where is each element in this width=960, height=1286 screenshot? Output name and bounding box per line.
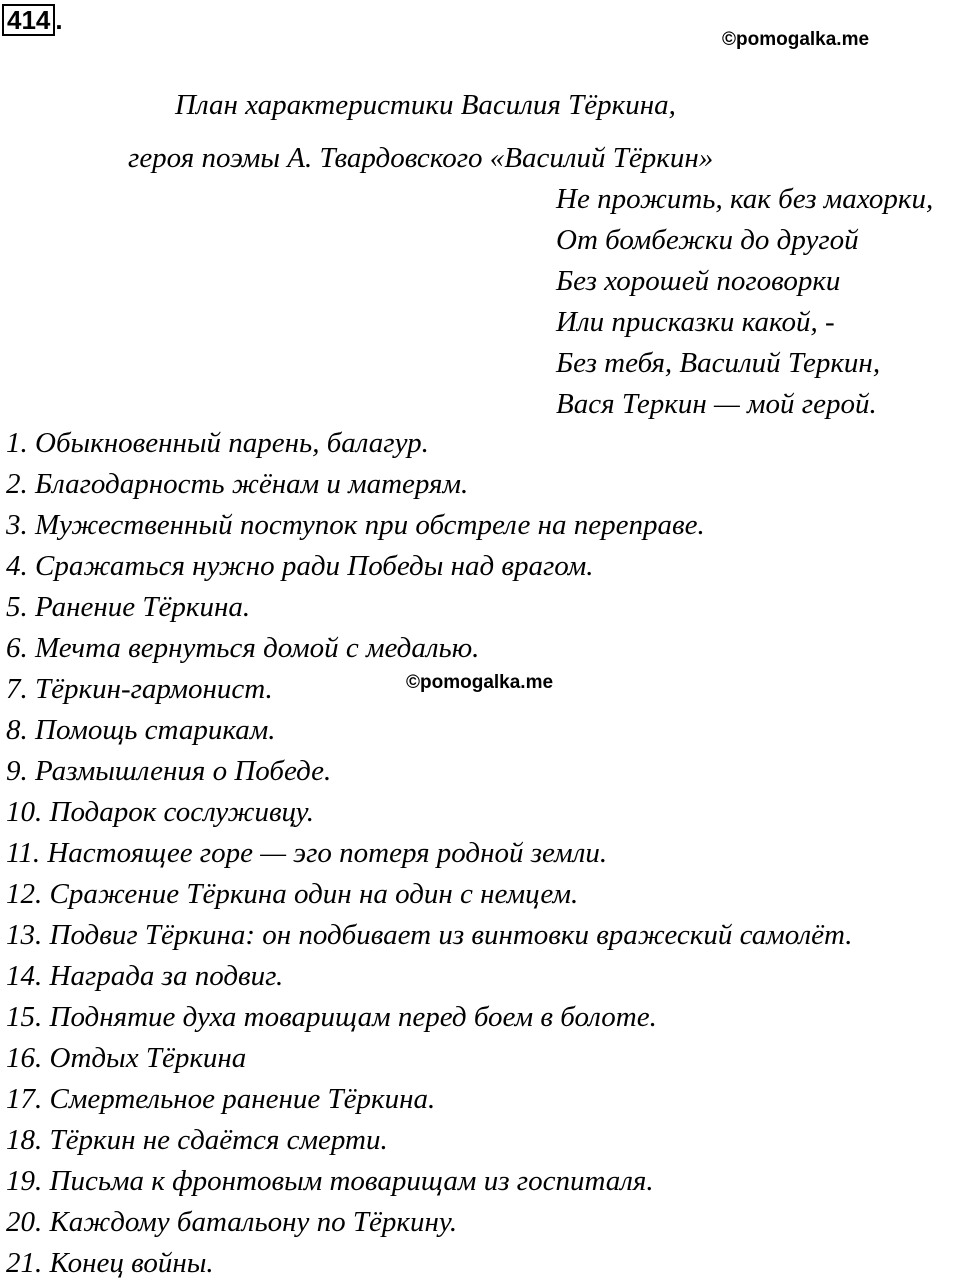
plan-item: 11. Настоящее горе — эго потеря родной земли. xyxy=(6,837,608,869)
watermark-middle: ©pomogalka.me xyxy=(406,672,554,693)
plan-item: 20. Каждому батальону по Тёркину. xyxy=(6,1206,458,1238)
plan-item: 13. Подвиг Тёркина: он подбивает из винтовки вражеский самолёт. xyxy=(6,919,853,951)
task-number-box: 414 xyxy=(2,4,55,36)
plan-item: 18. Тёркин не сдаётся смерти. xyxy=(6,1124,388,1156)
plan-item: 1. Обыкновенный парень, балагур. xyxy=(6,427,429,459)
plan-list xyxy=(6,424,853,1285)
plan-item: 4. Сражаться нужно ради Победы над врагом. xyxy=(6,550,594,582)
task-number-dot: . xyxy=(55,5,63,35)
plan-item: 15. Поднятие духа товарищам перед боем в болоте. xyxy=(6,1001,657,1033)
epigraph-line: От бомбежки до другой xyxy=(556,224,859,256)
plan-item: 8. Помощь старикам. xyxy=(6,714,276,746)
plan-item: 16. Отдых Тёркина xyxy=(6,1042,247,1074)
epigraph-line: Без хорошей поговорки xyxy=(556,265,841,297)
plan-item: 14. Награда за подвиг. xyxy=(6,960,284,992)
title-line-2: героя поэмы А. Твардовского «Василий Тёркин» xyxy=(128,142,714,174)
plan-item: 19. Письма к фронтовым товарищам из госпиталя. xyxy=(6,1165,654,1197)
plan-item: 3. Мужественный поступок при обстреле на переправе. xyxy=(6,509,705,541)
epigraph-line: Вася Теркин — мой герой. xyxy=(556,388,877,420)
plan-item: 7. Тёркин-гармонист. xyxy=(6,673,273,705)
epigraph xyxy=(556,180,933,426)
plan-item: 5. Ранение Тёркина. xyxy=(6,591,251,623)
epigraph-line: Не прожить, как без махорки, xyxy=(556,183,934,215)
title-line-1: План характеристики Василия Тёркина, xyxy=(175,89,676,121)
epigraph-line: Без тебя, Василий Теркин, xyxy=(556,347,881,379)
plan-item: 10. Подарок сослуживцу. xyxy=(6,796,314,828)
plan-item: 12. Сражение Тёркина один на один с немцем. xyxy=(6,878,579,910)
watermark-top: ©pomogalka.me xyxy=(722,29,870,50)
plan-item: 2. Благодарность жёнам и матерям. xyxy=(6,468,469,500)
plan-item: 17. Смертельное ранение Тёркина. xyxy=(6,1083,436,1115)
plan-item: 9. Размышления о Победе. xyxy=(6,755,332,787)
plan-item: 6. Мечта вернуться домой с медалью. xyxy=(6,632,480,664)
plan-item: 21. Конец войны. xyxy=(6,1247,214,1279)
task-number xyxy=(2,4,63,36)
epigraph-line: Или присказки какой, - xyxy=(556,306,835,338)
